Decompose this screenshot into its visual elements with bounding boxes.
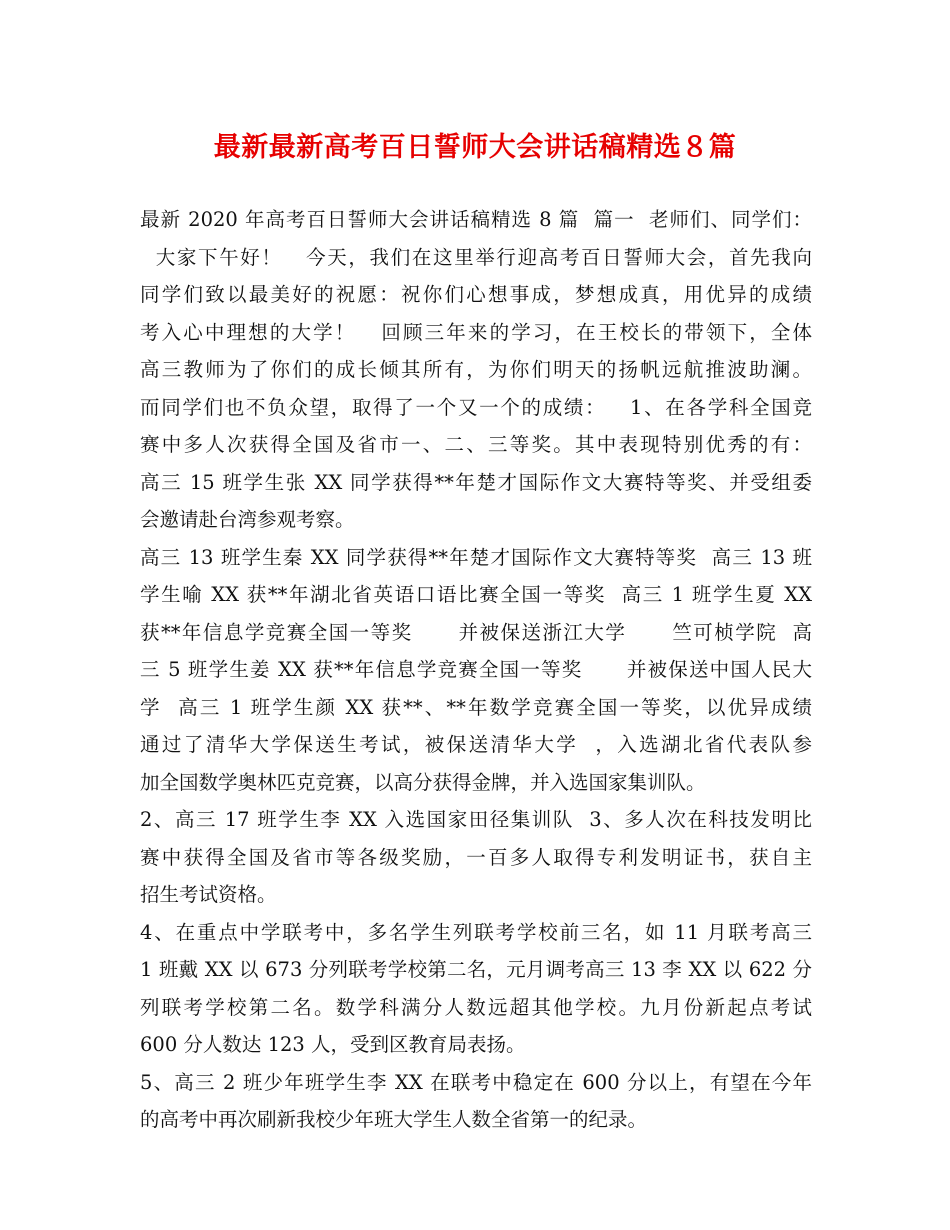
text-line: 列联考学校第二名。数学科满分人数远超其他学校。九月份新起点考试	[140, 995, 812, 1019]
text-line: 赛中获得全国及省市等各级奖励，一百多人取得专利发明证书，获自主	[140, 845, 812, 869]
paragraph-4	[140, 914, 812, 1064]
text-line: 学 高三 1 班学生颜 XX 获**、**年数学竞赛全国一等奖，以优异成绩	[140, 695, 812, 719]
paragraph-1	[140, 201, 812, 539]
paragraph-3	[140, 801, 812, 914]
text-line: 2、高三 17 班学生李 XX 入选国家田径集训队 3、多人次在科技发明比	[140, 808, 812, 831]
text-line: 的高考中再次刷新我校少年班大学生人数全省第一的纪录。	[140, 1108, 648, 1131]
text-line: 学生喻 XX 获**年湖北省英语口语比赛全国一等奖 高三 1 班学生夏 XX	[140, 583, 812, 606]
text-line: 同学们致以最美好的祝愿：祝你们心想事成，梦想成真，用优异的成绩	[140, 283, 812, 306]
text-line: 会邀请赴台湾参观考察。	[140, 508, 355, 531]
paragraph-5	[140, 1064, 812, 1139]
text-line: 600 分人数达 123 人，受到区教育局表扬。	[140, 1033, 526, 1056]
text-line: 最新 2020 年高考百日誓师大会讲话稿精选 8 篇 篇一 老师们、同学们：	[140, 208, 812, 231]
text-line: 而同学们也不负众望，取得了一个又一个的成绩： 1、在各学科全国竞	[140, 395, 812, 419]
text-line: 高三 13 班学生秦 XX 同学获得**年楚才国际作文大赛特等奖 高三 13 班	[140, 545, 812, 569]
text-line: 大家下午好！ 今天，我们在这里举行迎高考百日誓师大会，首先我向	[140, 245, 812, 269]
document-title: 最新最新高考百日誓师大会讲话稿精选８篇	[213, 132, 737, 163]
text-line: 高三 15 班学生张 XX 同学获得**年楚才国际作文大赛特等奖、并受组委	[140, 470, 812, 494]
text-line: 1 班戴 XX 以 673 分列联考学校第二名，元月调考高三 13 李 XX 以 622 分	[140, 958, 812, 981]
text-line: 4、在重点中学联考中，多名学生列联考学校前三名，如 11 月联考高三	[140, 920, 812, 944]
text-line: 三 5 班学生姜 XX 获**年信息学竞赛全国一等奖 并被保送中国人民大	[140, 658, 812, 681]
text-line: 高三教师为了你们的成长倾其所有，为你们明天的扬帆远航推波助澜。	[140, 358, 812, 381]
text-line: 5、高三 2 班少年班学生李 XX 在联考中稳定在 600 分以上，有望在今年	[140, 1070, 812, 1094]
text-line: 通过了清华大学保送生考试，被保送清华大学 ，入选湖北省代表队参	[140, 733, 812, 756]
text-line: 考入心中理想的大学！ 回顾三年来的学习，在王校长的带领下，全体	[140, 320, 812, 344]
document-body	[140, 201, 812, 1139]
paragraph-2	[140, 539, 812, 802]
text-line: 赛中多人次获得全国及省市一、二、三等奖。其中表现特别优秀的有：	[140, 433, 812, 456]
text-line: 招生考试资格。	[140, 883, 277, 906]
text-line: 加全国数学奥林匹克竞赛，以高分获得金牌，并入选国家集训队。	[140, 770, 706, 794]
text-line: 获**年信息学竞赛全国一等奖 并被保送浙江大学 竺可桢学院 高	[140, 620, 812, 644]
